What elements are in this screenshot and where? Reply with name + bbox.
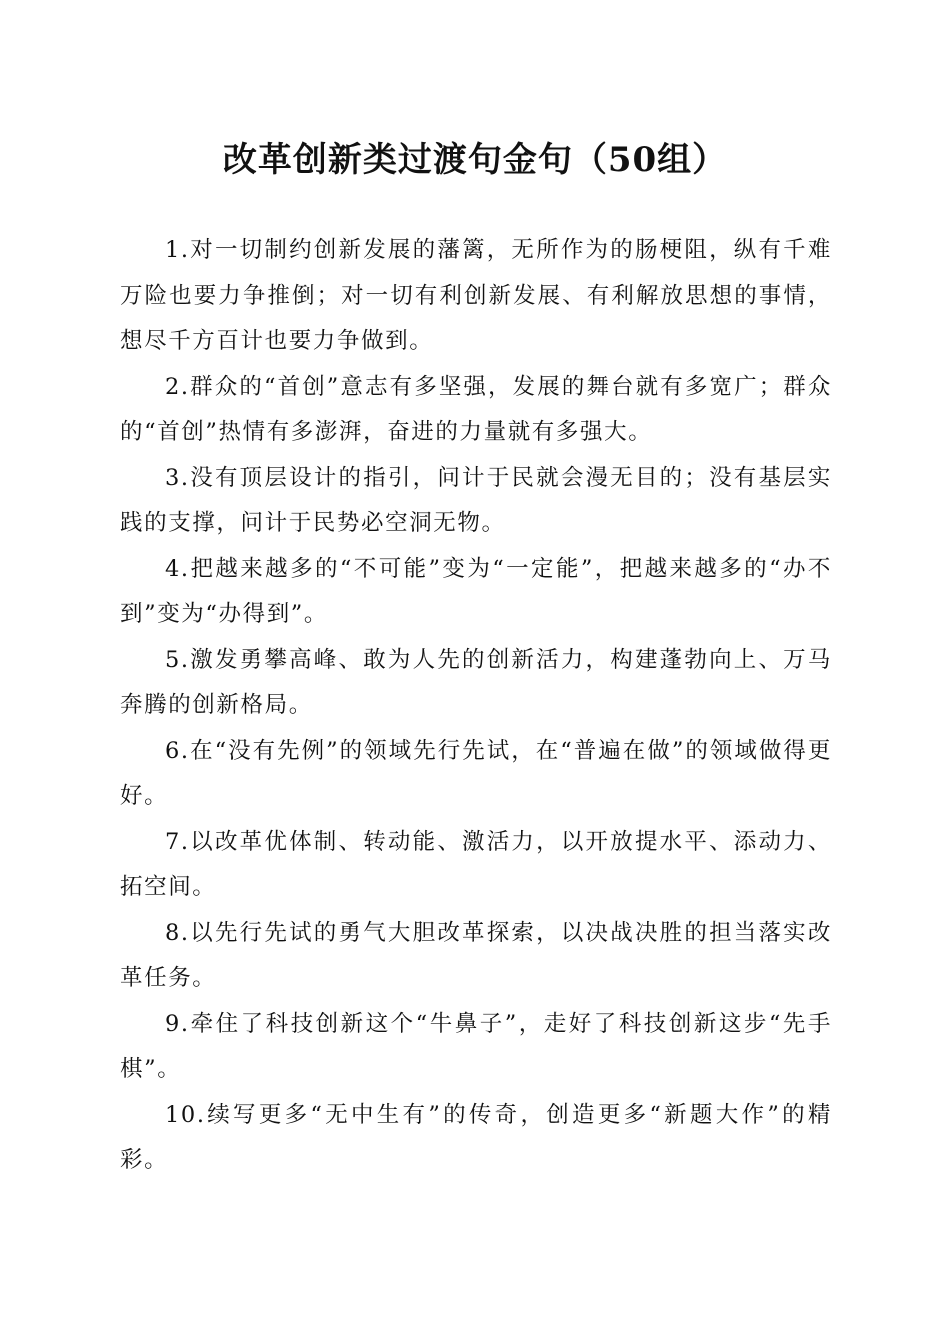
document-title: 改革创新类过渡句金句（50组） [222,140,728,180]
sentence-item-7: 7.以改革优体制、转动能、激活力，以开放提水平、添动力、拓空间。 [120,828,832,900]
sentence-item-3: 3.没有顶层设计的指引，问计于民就会漫无目的；没有基层实践的支撑，问计于民势必空洞无物。 [120,464,832,536]
sentence-item-4: 4.把越来越多的“不可能”变为“一定能”，把越来越多的“办不到”变为“办得到”。 [120,555,832,627]
sentence-item-5: 5.激发勇攀高峰、敢为人先的创新活力，构建蓬勃向上、万马奔腾的创新格局。 [120,646,832,718]
sentence-item-1: 1.对一切制约创新发展的藩篱，无所作为的肠梗阻，纵有千难万险也要力争推倒；对一切有利创新发展、有利解放思想的事情，想尽千方百计也要力争做到。 [120,237,832,354]
sentence-item-8: 8.以先行先试的勇气大胆改革探索，以决战决胜的担当落实改革任务。 [120,919,832,991]
sentence-list [120,228,832,1184]
sentence-item-9: 9.牵住了科技创新这个“牛鼻子”，走好了科技创新这步“先手棋”。 [120,1010,832,1082]
sentence-item-6: 6.在“没有先例”的领域先行先试，在“普遍在做”的领域做得更好。 [120,737,832,809]
sentence-item-10: 10.续写更多“无中生有”的传奇，创造更多“新题大作”的精彩。 [120,1101,832,1173]
sentence-item-2: 2.群众的“首创”意志有多坚强，发展的舞台就有多宽广；群众的“首创”热情有多澎湃，奋进的力量就有多强大。 [120,373,832,445]
